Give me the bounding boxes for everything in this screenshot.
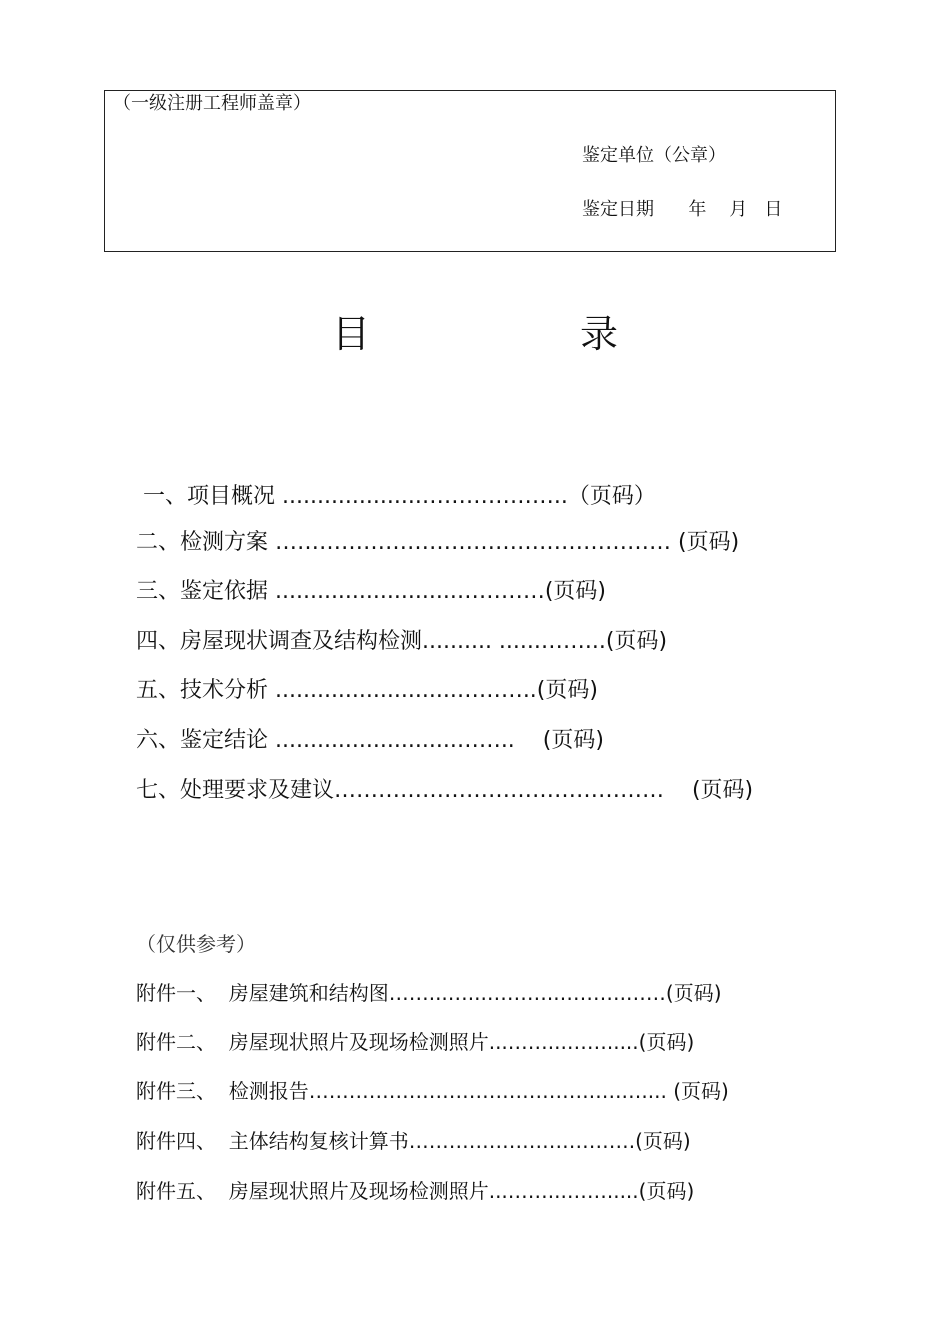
page-title-char-1: 目 bbox=[332, 312, 371, 356]
page-title-char-2: 录 bbox=[580, 312, 619, 356]
toc-item: 二、检测方案 ……………………………………………… (页码) bbox=[136, 530, 740, 555]
date-line-label: 鉴定日期 年 月 日 bbox=[582, 199, 783, 220]
toc-item: 一、项目概况 ....................………………..（页码） bbox=[136, 484, 656, 509]
toc-item: 五、技术分析 ..........................………..(页码) bbox=[136, 678, 598, 703]
attachment-item: 附件四、 主体结构复核计算书…………………………….(页码) bbox=[136, 1129, 691, 1153]
attachment-item: 附件一、 房屋建筑和结构图……...…...………..……….……(页码) bbox=[136, 981, 722, 1005]
unit-seal-label: 鉴定单位（公章） bbox=[582, 145, 726, 166]
toc-item: 三、鉴定依据 ..........................…………(页码) bbox=[136, 579, 606, 604]
engineer-seal-label: （一级注册工程师盖章） bbox=[113, 93, 311, 114]
toc-item: 四、房屋现状调查及结构检测.......... ......……...(页码) bbox=[136, 629, 668, 654]
attachment-item: 附件三、 检测报告…………………………………….….….... (页码) bbox=[136, 1079, 729, 1103]
stamp-box bbox=[104, 90, 836, 252]
toc-item: 六、鉴定结论 ..........................…….. (页码) bbox=[136, 728, 604, 753]
toc-item: 七、处理要求及建议……………………………………… (页码) bbox=[136, 778, 754, 803]
reference-note: （仅供参考） bbox=[136, 932, 256, 956]
attachment-item: 附件五、 房屋现状照片及现场检测照片...……...…….....(页码) bbox=[136, 1179, 695, 1203]
attachment-item: 附件二、 房屋现状照片及现场检测照片...……...…….....(页码) bbox=[136, 1030, 695, 1054]
